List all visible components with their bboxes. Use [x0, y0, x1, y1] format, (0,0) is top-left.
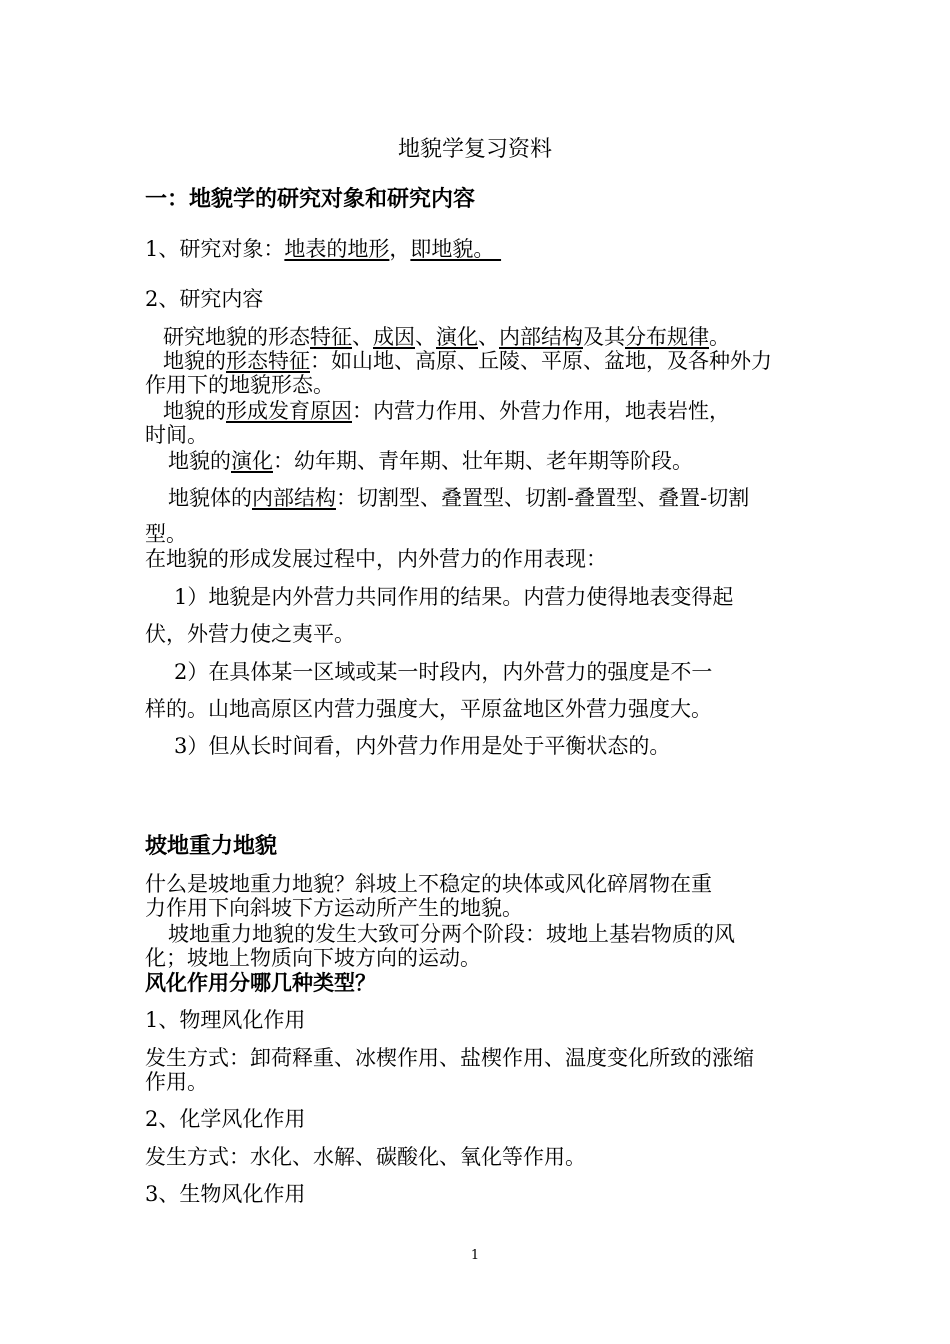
- paragraph-stages-cont: 化；坡地上物质向下坡方向的运动。: [145, 946, 481, 970]
- paragraph-morphology: 地貌的形态特征：如山地、高原、丘陵、平原、盆地，及各种外力: [163, 349, 772, 373]
- list-item-3: 3）但从长时间看，内外营力作用是处于平衡状态的。: [174, 734, 671, 758]
- weathering-type-1-desc: 发生方式：卸荷释重、冰楔作用、盐楔作用、温度变化所致的涨缩: [145, 1046, 754, 1070]
- paragraph-definition-cont: 力作用下向斜坡下方运动所产生的地貌。: [145, 896, 523, 920]
- page-number: 1: [470, 1248, 480, 1263]
- list-item-2-cont: 样的。山地高原区内营力强度大，平原盆地区外营力强度大。: [145, 697, 712, 721]
- paragraph-evolution: 地貌的演化：幼年期、青年期、壮年期、老年期等阶段。: [168, 449, 693, 473]
- list-item-1-cont: 伏，外营力使之夷平。: [145, 622, 355, 646]
- paragraph-content: 研究地貌的形态特征、成因、演化、内部结构及其分布规律。: [163, 325, 730, 349]
- subheading-weathering: 风化作用分哪几种类型？: [145, 971, 376, 995]
- weathering-type-1-desc-cont: 作用。: [145, 1070, 208, 1094]
- paragraph-structure-cont: 型。: [145, 522, 187, 546]
- weathering-type-3: 3、生物风化作用: [145, 1182, 306, 1206]
- section-heading-1: 一：地貌学的研究对象和研究内容: [145, 187, 476, 212]
- section-heading-2: 坡地重力地貌: [145, 834, 278, 859]
- paragraph-structure: 地貌体的内部结构：切割型、叠置型、切割-叠置型、叠置-切割: [168, 486, 750, 510]
- research-object-line: 1、研究对象：地表的地形，即地貌。: [145, 237, 502, 261]
- paragraph-definition: 什么是坡地重力地貌？斜坡上不稳定的块体或风化碎屑物在重: [145, 872, 712, 896]
- paragraph-forces-intro: 在地貌的形成发展过程中，内外营力的作用表现：: [145, 547, 607, 571]
- weathering-type-2-desc: 发生方式：水化、水解、碳酸化、氧化等作用。: [145, 1145, 586, 1169]
- paragraph-causes-cont: 时间。: [145, 423, 208, 447]
- weathering-type-2: 2、化学风化作用: [145, 1107, 306, 1131]
- paragraph-stages: 坡地重力地貌的发生大致可分两个阶段：坡地上基岩物质的风: [168, 922, 735, 946]
- list-item-1: 1）地貌是内外营力共同作用的结果。内营力使得地表变得起: [174, 585, 734, 609]
- weathering-type-1: 1、物理风化作用: [145, 1008, 306, 1032]
- paragraph-morphology-cont: 作用下的地貌形态。: [145, 373, 334, 397]
- paragraph-causes: 地貌的形成发育原因：内营力作用、外营力作用，地表岩性，: [163, 399, 730, 423]
- list-item-2: 2）在具体某一区域或某一时段内，内外营力的强度是不一: [174, 660, 713, 684]
- research-content-label: 2、研究内容: [145, 287, 264, 311]
- document-title: 地貌学复习资料: [397, 137, 552, 162]
